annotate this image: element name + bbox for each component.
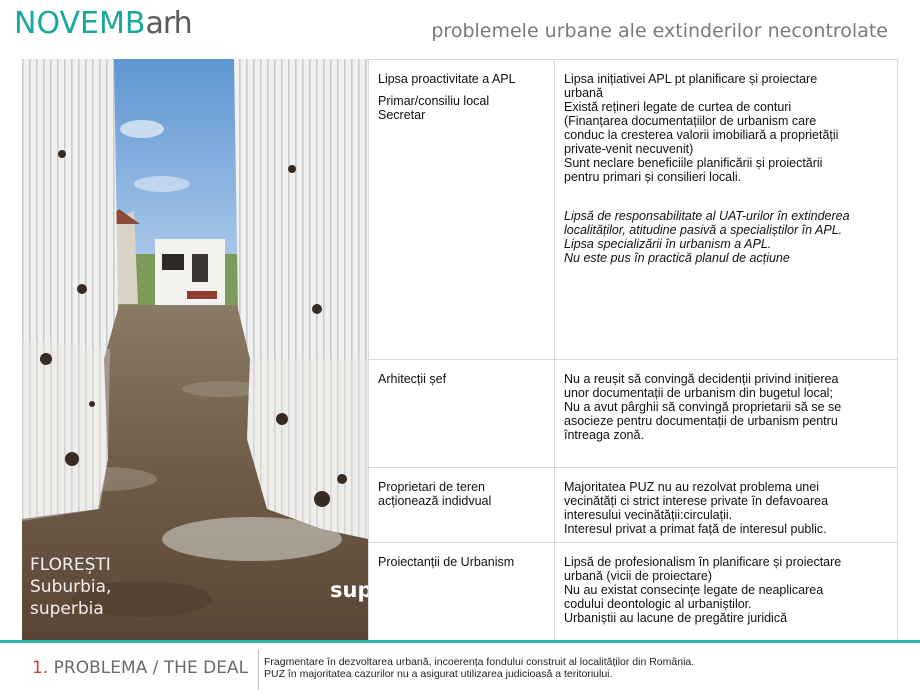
problem-line: asocieze pentru documentații de urbanism pentru <box>564 414 838 428</box>
problem-cell <box>555 543 898 643</box>
problem-line: Nu a reușit să convingă decidenții privind inițierea <box>564 372 839 386</box>
problem-line: urbană <box>564 86 603 100</box>
actor-cell <box>369 60 555 360</box>
actor-cell <box>369 543 555 643</box>
actor-line: Proprietari de teren <box>378 480 486 494</box>
spacer <box>378 86 545 94</box>
footer-note-line: PUZ în majoritatea cazurilor nu a asigurat utilizarea judicioasă a teritoriului. <box>264 668 613 680</box>
actor-line: Primar/consiliu local <box>378 94 490 108</box>
problem-line: Urbaniștii au lacune de pregătire juridică <box>564 611 788 625</box>
problem-italic-line: Lipsă de responsabilitate al UAT-urilor în extinderea <box>564 209 850 223</box>
actor-line: Lipsa proactivitate a APL <box>378 72 516 86</box>
problem-line: unor documentații de urbanism din bugetul local; <box>564 386 833 400</box>
photo-illustration <box>22 59 368 640</box>
problem-line: Interesul privat a primat față de interesul public. <box>564 522 827 536</box>
table-row <box>369 468 898 543</box>
brand-logo <box>14 6 192 41</box>
suburb-photo <box>22 59 368 640</box>
section-number: 1. <box>32 658 49 678</box>
problem-italic-line: Nu este pus în practică planul de acțiune <box>564 251 790 265</box>
page-title: problemele urbane ale extinderilor necontrolate <box>431 20 888 42</box>
problem-line: (Finanțarea documentațiilor de urbanism care <box>564 114 817 128</box>
problem-line: vecinătăți ci strict interese private în defavoarea <box>564 494 829 508</box>
spacer <box>564 184 888 209</box>
section-label <box>32 658 248 678</box>
footer-note <box>264 656 694 680</box>
problem-line: Există rețineri legate de curtea de conturi <box>564 100 792 114</box>
actor-line: Secretar <box>378 108 426 122</box>
footer-note-line: Fragmentare în dezvoltarea urbană, incoerența fondului construit al localităților din România. <box>264 656 695 668</box>
problem-line: Nu au existat consecințe legate de neaplicarea <box>564 583 824 597</box>
problem-cell <box>555 360 898 468</box>
section-title: PROBLEMA / THE DEAL <box>53 658 249 678</box>
problem-line: Nu a avut pârghii să convingă proprietarii să se se <box>564 400 842 414</box>
actor-cell <box>369 360 555 468</box>
problem-line: urbană (vicii de proiectare) <box>564 569 712 583</box>
actor-line: Arhitecții șef <box>378 372 447 386</box>
problem-line: Lipsă de profesionalism în planificare și proiectare <box>564 555 842 569</box>
problem-line: conduc la cresterea valorii imobiliară a proprietății <box>564 128 839 142</box>
footer-accent-line <box>0 640 920 643</box>
problem-italic-line: localităților, atitudine pasivă a specialiștilor în APL. <box>564 223 843 237</box>
problem-line: interesului vecinătății:circulații. <box>564 508 733 522</box>
logo-text-secondary: arh <box>145 6 192 41</box>
problem-cell <box>555 468 898 543</box>
caption-line: superbia <box>30 599 104 619</box>
problem-line: private-venit necuvenit) <box>564 142 694 156</box>
table-row <box>369 360 898 468</box>
caption-line: Suburbia, <box>30 577 112 597</box>
problem-line: Majoritatea PUZ nu au rezolvat problema unei <box>564 480 819 494</box>
problem-line: Sunt neclare beneficiile planificării și proiectării <box>564 156 823 170</box>
photo-brand-text: sup <box>330 578 373 602</box>
actor-line: Proiectanții de Urbanism <box>378 555 515 569</box>
photo-caption <box>30 554 111 620</box>
table-row <box>369 543 898 643</box>
problem-line: Lipsa inițiativei APL pt planificare și proiectare <box>564 72 818 86</box>
problem-line: codului deontologic al urbaniștilor. <box>564 597 752 611</box>
logo-text-primary: NOVEMB <box>14 6 146 41</box>
actor-line: acționează indidvual <box>378 494 492 508</box>
caption-line: FLOREȘTI <box>30 555 111 575</box>
problem-cell <box>555 60 898 360</box>
problem-line: pentru primari și consilieri locali. <box>564 170 742 184</box>
problem-line: întreaga zonă. <box>564 428 644 442</box>
actor-cell <box>369 468 555 543</box>
table-row <box>369 60 898 360</box>
footer-divider <box>258 649 259 690</box>
problem-italic-line: Lipsa specializării în urbanism a APL. <box>564 237 772 251</box>
problems-table <box>368 59 898 643</box>
